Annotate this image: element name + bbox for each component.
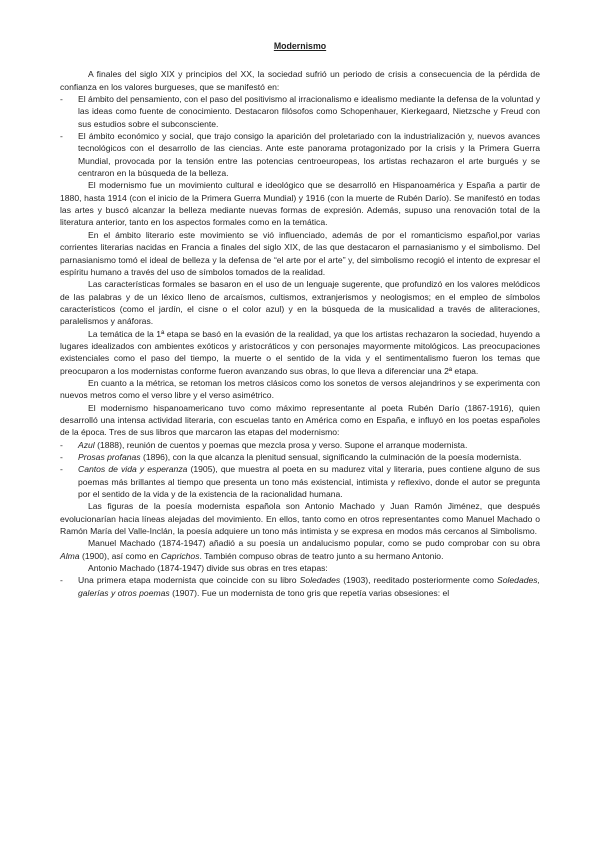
paragraph: Antonio Machado (1874-1947) divide sus obras en tres etapas:	[88, 563, 328, 574]
paragraph: En cuanto a la métrica, se retoman los metros clásicos como los sonetos de versos alejandrinos y se experimenta con nuevos metros como el verso libre y el verso asimétrico.	[60, 377, 540, 401]
work-description: (1896), con la que alcanza la plenitud sensual, significando la culminación de la poesía modernista.	[140, 452, 522, 462]
paragraph: La temática de la 1ª etapa se basó en la evasión de la realidad, ya que los artistas rechazaron la sociedad, huyendo a lugares idealizados con ambientes exóticos y aristocráticos y con personajes mayormente mitológicos. Las preocupaciones existenciales como el paso del tiempo, la muerte o el sentido de la vida y el sentimentalismo fueron los temas que preocuparon a los modernistas conforme fueron avanzando sus obras, lo que lleva a diferenciar una 2ª etapa.	[60, 328, 540, 376]
list-item	[60, 130, 540, 179]
text-run: (1900), así como en	[79, 550, 161, 561]
text-run: . También compuso obras de teatro junto a su hermano Antonio.	[199, 550, 444, 561]
paragraph-manuel-machado	[60, 537, 540, 562]
work-title: Soledades, galerías y otros poemas	[78, 575, 540, 598]
paragraph-intro: A finales del siglo XIX y principios del XX, la sociedad sufrió un periodo de crisis a consecuencia de la pérdida de confianza en los valores burgueses, que se manifestó en:	[60, 69, 540, 92]
list-item	[60, 574, 540, 599]
paragraph: El modernismo hispanoamericano tuvo como máximo representante al poeta Rubén Darío (1867-1916), quien desarrolló una intensa actividad literaria, con escuelas tanto en América como en España, e influyó en los poetas españoles de la época. Tres de sus libros que marcaron las etapas del modernismo:	[60, 402, 540, 438]
work-title: Azul	[78, 439, 95, 450]
list-item	[60, 93, 540, 130]
work-title: Caprichos	[160, 550, 200, 561]
work-description: (1888), reunión de cuentos y poemas que mezcla prosa y verso. Supone el arranque modernista.	[94, 439, 468, 450]
text-run: (1907). Fue un modernista de tono gris que repetía varias obsesiones: el	[169, 587, 450, 598]
bullet-dash: -	[60, 575, 63, 586]
bullet-dash: -	[60, 94, 63, 105]
text-run: Una primera etapa modernista que coincide con su libro	[78, 575, 300, 586]
list-item-text: El ámbito económico y social, que trajo consigo la aparición del proletariado con la industrialización y, nuevos avances tecnológicos con el desarrollo de las ciencias. Ante este panorama protagonizado por la crisis y la Primera Guerra Mundial, provocada por la tensión entre las potencias centroeuropeas, los artistas rechazaron el arte burgués y se centraron en la búsqueda de la belleza.	[78, 131, 540, 179]
antonio-machado-list	[60, 574, 540, 599]
work-title: Soledades	[299, 575, 341, 586]
bullet-dash: -	[60, 439, 63, 450]
work-title: Alma	[60, 550, 80, 561]
bullet-dash: -	[60, 464, 63, 475]
bullet-dash: -	[60, 131, 63, 142]
bullet-dash: -	[60, 452, 63, 462]
work-title: Cantos de vida y esperanza	[78, 464, 188, 475]
text-run: (1903), reeditado posteriormente como	[340, 575, 497, 586]
paragraph: El modernismo fue un movimiento cultural e ideológico que se desarrolló en Hispanoamérica y España a partir de 1880, hasta 1914 (con el inicio de la Primera Guerra Mundial) y 1916 (con la muerte de Rubén Darío). Se manifestó en todas las artes y buscó alcanzar la belleza mediante nuevas formas de expresión. Además, supuso una renovación total de la literatura anterior, tanto en los aspectos formales como en la temática.	[60, 180, 540, 228]
work-description: (1905), que muestra al poeta en su madurez vital y literaria, pues contiene alguno de sus poemas más brillantes al tiempo que presenta un tono más existencial, intimista y reflexivo, donde el autor se pregunta por el sentido de la vida y de la existencia de la racionalidad humana.	[78, 464, 540, 500]
list-item	[60, 451, 540, 463]
list-item	[60, 439, 540, 451]
document-title: Modernismo	[273, 41, 327, 51]
paragraph: Las características formales se basaron en el uso de un lenguaje sugerente, que profundizó en los valores melódicos de las palabras y de un léxico lleno de arcaísmos, cultismos, extranjerismos y neologismos; en el empleo de símbolos característicos (como el jardín, el cisne o el color azul) y en la búsqueda de la musicalidad a través de aliteraciones, paralelismos y anáforas.	[60, 279, 540, 327]
list-item-text: El ámbito del pensamiento, con el paso del positivismo al irracionalismo e idealismo mediante la defensa de la voluntad y las ideas como fuente de conocimiento. Destacaron filósofos como Schopenhauer, Kierkegaard, Nietzsche y Freud con sus estudios sobre el subconsciente.	[78, 94, 540, 129]
list-item	[60, 463, 540, 500]
crisis-list	[60, 93, 540, 179]
work-title: Prosas profanas	[78, 452, 141, 462]
text-run: Manuel Machado (1874-1947) añadió a su poesía un andalucismo popular, como se pudo comprobar con su obra	[88, 538, 540, 549]
dario-works-list	[60, 439, 540, 501]
paragraph: Las figuras de la poesía modernista española son Antonio Machado y Juan Ramón Jiménez, que después evolucionarían hacia líneas alejadas del movimiento. En ellos, tanto como en otros representantes como Manuel Machado o Ramón María del Valle-Inclán, la poesía adquiere un tono más intimista y se expresa en modos más cercanos al Simbolismo.	[60, 501, 540, 537]
paragraph: En el ámbito literario este movimiento se vió influenciado, además de por el romanticismo español,por varias corrientes literarias nacidas en Francia a finales del siglo XIX, de las que destacaron el parnasianismo y el simbolismo. Del parnasianismo tomó el ideal de belleza y la defensa de “el arte por el arte” y, del simbolismo recogió el intento de expresar el espíritu humano a través del uso de símbolos tomados de la realidad.	[60, 229, 540, 277]
